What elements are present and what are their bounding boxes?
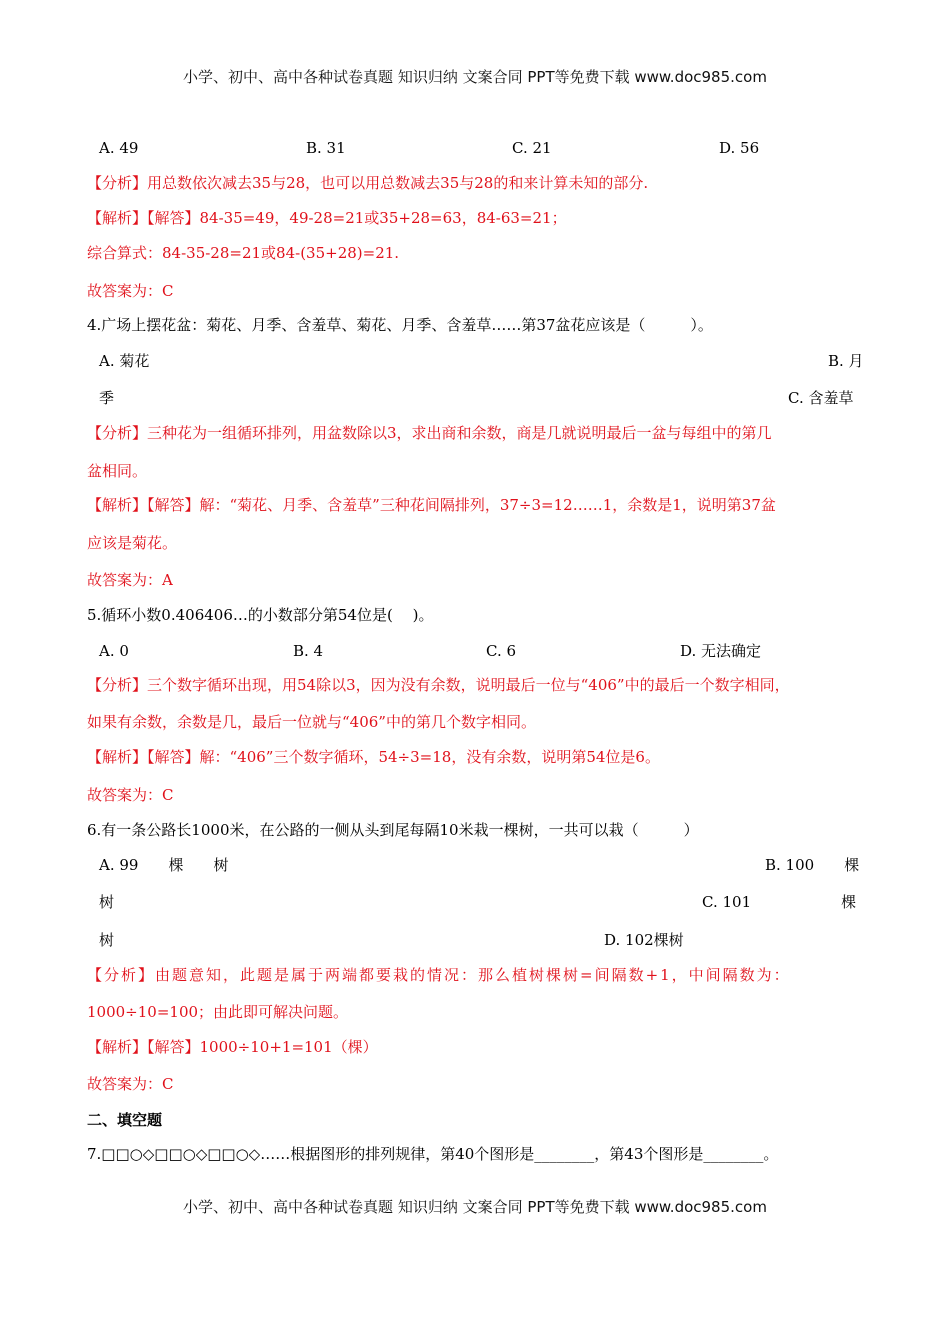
q6-option-a: A. 99 棵 树 [99, 856, 229, 874]
q4-analysis-2: 盆相同。 [87, 462, 148, 480]
q6-option-c: C. 101 棵 [702, 893, 857, 911]
q3-option-c: C. 21 [512, 139, 552, 157]
q6-analysis-2: 1000÷10=100；由此即可解决问题。 [87, 1003, 349, 1021]
q5-question: 5.循环小数0.406406…的小数部分第54位是( )。 [87, 606, 434, 624]
page-header: 小学、初中、高中各种试卷真题 知识归纳 文案合同 PPT等免费下载 www.doc985.com [183, 68, 767, 86]
q4-answer: 故答案为：A [87, 571, 173, 589]
q6-analysis-1: 【分析】由题意知，此题是属于两端都要栽的情况：那么植树棵树=间隔数+1，中间隔数为： [87, 966, 791, 984]
q4-question: 4.广场上摆花盆：菊花、月季、含羞草、菊花、月季、含羞草……第37盆花应该是（ ）。 [87, 316, 713, 334]
q5-option-b: B. 4 [293, 642, 324, 660]
q6-option-b: B. 100 棵 [765, 856, 860, 874]
page-footer: 小学、初中、高中各种试卷真题 知识归纳 文案合同 PPT等免费下载 www.doc985.com [183, 1198, 767, 1216]
q4-option-c: C. 含羞草 [788, 389, 854, 407]
q6-option-b-cont: 树 [99, 893, 115, 911]
q4-option-a: A. 菊花 [99, 352, 150, 370]
q5-analysis-1: 【分析】三个数字循环出现，用54除以3，因为没有余数，说明最后一位与“406”中的最后一个数字相同， [87, 676, 790, 694]
q3-option-d: D. 56 [719, 139, 760, 157]
q4-analysis-1: 【分析】三种花为一组循环排列，用盆数除以3，求出商和余数，商是几就说明最后一盆与每组中的第几 [87, 424, 772, 442]
q4-solution-1: 【解析】【解答】解：“菊花、月季、含羞草”三种花间隔排列，37÷3=12……1，余数是1，说明第37盆 [87, 496, 776, 514]
q5-solution: 【解析】【解答】解：“406”三个数字循环，54÷3=18，没有余数，说明第54位是6。 [87, 748, 660, 766]
q3-solution: 【解析】【解答】84-35=49，49-28=21或35+28=63，84-63=21； [87, 209, 567, 227]
q3-option-b: B. 31 [306, 139, 346, 157]
q5-option-a: A. 0 [99, 642, 129, 660]
q6-question: 6.有一条公路长1000米，在公路的一侧从头到尾每隔10米栽一棵树，一共可以栽（ ） [87, 821, 699, 839]
q6-answer: 故答案为：C [87, 1075, 174, 1093]
q5-option-d: D. 无法确定 [680, 642, 762, 660]
q6-option-d: D. 102棵树 [604, 931, 684, 949]
q5-analysis-2: 如果有余数，余数是几，最后一位就与“406”中的第几个数字相同。 [87, 713, 536, 731]
q3-answer: 故答案为：C [87, 282, 174, 300]
q3-option-a: A. 49 [99, 139, 139, 157]
q6-option-c-cont: 树 [99, 931, 115, 949]
q5-answer: 故答案为：C [87, 786, 174, 804]
q7-question: 7.□□○◇□□○◇□□○◇……根据图形的排列规律，第40个图形是________，第43个图形是________。 [87, 1145, 779, 1163]
section-heading-fill-in: 二、填空题 [87, 1111, 163, 1129]
q3-formula: 综合算式：84-35-28=21或84-(35+28)=21. [87, 244, 400, 262]
q4-solution-2: 应该是菊花。 [87, 534, 178, 552]
q5-option-c: C. 6 [486, 642, 517, 660]
q6-solution: 【解析】【解答】1000÷10+1=101（棵） [87, 1038, 378, 1056]
q4-option-b: B. 月 [828, 352, 864, 370]
q4-option-b-cont: 季 [99, 389, 115, 407]
q3-analysis: 【分析】用总数依次减去35与28，也可以用总数减去35与28的和来计算未知的部分. [87, 174, 649, 192]
